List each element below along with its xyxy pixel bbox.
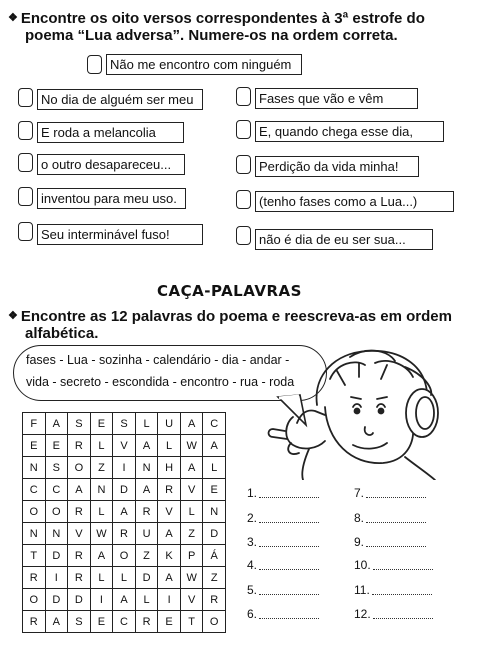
grid-cell[interactable]: V bbox=[68, 523, 91, 545]
grid-cell[interactable]: F bbox=[23, 413, 46, 435]
grid-cell[interactable]: R bbox=[68, 435, 91, 457]
grid-cell[interactable]: D bbox=[46, 589, 69, 611]
verse-right-1: Fases que vão e vêm bbox=[255, 88, 418, 109]
grid-cell[interactable]: C bbox=[113, 611, 136, 633]
grid-cell[interactable]: D bbox=[68, 589, 91, 611]
answer-number: 12. bbox=[354, 607, 371, 621]
grid-cell[interactable]: O bbox=[23, 501, 46, 523]
question-1 bbox=[8, 10, 425, 44]
verse-checkbox-left-5[interactable] bbox=[18, 222, 33, 241]
question-2 bbox=[8, 308, 452, 342]
grid-cell[interactable]: O bbox=[23, 589, 46, 611]
verse-left-1: No dia de alguém ser meu bbox=[37, 89, 203, 110]
grid-cell[interactable]: L bbox=[136, 589, 159, 611]
grid-cell[interactable]: A bbox=[113, 501, 136, 523]
answer-line[interactable] bbox=[247, 583, 319, 597]
section-title: CAÇA-PALAVRAS bbox=[157, 282, 302, 300]
grid-cell[interactable]: W bbox=[181, 435, 204, 457]
answer-number: 1. bbox=[247, 486, 258, 500]
grid-cell[interactable]: L bbox=[181, 501, 204, 523]
grid-cell[interactable]: O bbox=[203, 611, 226, 633]
verse-checkbox-right-1[interactable] bbox=[236, 87, 251, 106]
grid-cell[interactable]: N bbox=[91, 479, 114, 501]
verse-checkbox-left-2[interactable] bbox=[18, 121, 33, 140]
grid-cell[interactable]: U bbox=[158, 413, 181, 435]
question-1-text: Encontre os oito versos correspondentes à 3ª estrofe do bbox=[20, 10, 425, 27]
grid-cell[interactable]: I bbox=[158, 589, 181, 611]
grid-cell[interactable]: L bbox=[113, 567, 136, 589]
grid-cell[interactable]: N bbox=[23, 523, 46, 545]
grid-cell[interactable]: R bbox=[136, 501, 159, 523]
grid-cell[interactable]: S bbox=[68, 611, 91, 633]
answer-line[interactable] bbox=[354, 607, 433, 621]
grid-cell[interactable]: R bbox=[68, 567, 91, 589]
verse-checkbox-right-3[interactable] bbox=[236, 155, 251, 174]
grid-cell[interactable]: A bbox=[181, 457, 204, 479]
grid-cell[interactable]: Z bbox=[181, 523, 204, 545]
grid-cell[interactable]: L bbox=[91, 567, 114, 589]
grid-cell[interactable]: R bbox=[68, 501, 91, 523]
grid-cell[interactable]: K bbox=[158, 545, 181, 567]
grid-cell[interactable]: C bbox=[46, 479, 69, 501]
grid-cell[interactable]: P bbox=[181, 545, 204, 567]
grid-cell[interactable]: Z bbox=[91, 457, 114, 479]
grid-cell[interactable]: A bbox=[136, 479, 159, 501]
grid-cell[interactable]: O bbox=[68, 457, 91, 479]
verse-right-4: (tenho fases como a Lua...) bbox=[255, 191, 454, 212]
grid-cell[interactable]: A bbox=[158, 567, 181, 589]
verse-right-2: E, quando chega esse dia, bbox=[255, 121, 444, 142]
answer-blank[interactable] bbox=[259, 497, 319, 498]
grid-cell[interactable]: A bbox=[181, 413, 204, 435]
word-search-grid bbox=[22, 412, 226, 633]
grid-cell[interactable]: Z bbox=[203, 567, 226, 589]
grid-cell[interactable]: V bbox=[181, 479, 204, 501]
grid-cell[interactable]: A bbox=[136, 435, 159, 457]
grid-cell[interactable]: S bbox=[46, 457, 69, 479]
grid-cell[interactable]: A bbox=[46, 611, 69, 633]
verse-checkbox-top[interactable] bbox=[87, 55, 102, 74]
grid-cell[interactable]: E bbox=[158, 611, 181, 633]
verse-right-5: não é dia de eu ser sua... bbox=[255, 229, 433, 250]
answer-line[interactable] bbox=[354, 486, 426, 500]
grid-cell[interactable]: R bbox=[23, 611, 46, 633]
answer-line[interactable] bbox=[247, 535, 319, 549]
answer-blank[interactable] bbox=[259, 522, 319, 523]
answer-blank[interactable] bbox=[373, 569, 433, 570]
answer-blank[interactable] bbox=[373, 618, 433, 619]
grid-cell[interactable]: D bbox=[46, 545, 69, 567]
grid-cell[interactable]: L bbox=[203, 457, 226, 479]
answer-line[interactable] bbox=[247, 486, 319, 500]
grid-cell[interactable]: R bbox=[136, 611, 159, 633]
grid-cell[interactable]: A bbox=[158, 523, 181, 545]
grid-cell[interactable]: V bbox=[113, 435, 136, 457]
grid-cell[interactable]: Z bbox=[136, 545, 159, 567]
answer-blank[interactable] bbox=[259, 569, 319, 570]
verse-right-3: Perdição da vida minha! bbox=[255, 156, 419, 177]
verse-top: Não me encontro com ninguém bbox=[106, 54, 302, 75]
grid-cell[interactable]: C bbox=[23, 479, 46, 501]
grid-cell[interactable]: V bbox=[181, 589, 204, 611]
grid-cell[interactable]: E bbox=[203, 479, 226, 501]
question-2-line-1 bbox=[8, 308, 452, 325]
grid-cell[interactable]: E bbox=[46, 435, 69, 457]
answer-line[interactable] bbox=[354, 583, 432, 597]
grid-cell[interactable]: Á bbox=[203, 545, 226, 567]
answer-number: 6. bbox=[247, 607, 258, 621]
verse-checkbox-right-4[interactable] bbox=[236, 190, 251, 209]
verse-checkbox-right-2[interactable] bbox=[236, 120, 251, 139]
grid-cell[interactable]: H bbox=[158, 457, 181, 479]
grid-cell[interactable]: T bbox=[23, 545, 46, 567]
verse-checkbox-left-3[interactable] bbox=[18, 153, 33, 172]
answer-blank[interactable] bbox=[259, 594, 319, 595]
grid-cell[interactable]: T bbox=[181, 611, 204, 633]
answer-line[interactable] bbox=[247, 607, 319, 621]
grid-cell[interactable]: S bbox=[68, 413, 91, 435]
grid-cell[interactable]: V bbox=[158, 501, 181, 523]
grid-cell[interactable]: A bbox=[91, 545, 114, 567]
grid-cell[interactable]: R bbox=[23, 567, 46, 589]
grid-cell[interactable]: R bbox=[203, 589, 226, 611]
grid-cell[interactable]: W bbox=[181, 567, 204, 589]
answer-number: 10. bbox=[354, 558, 371, 572]
answer-number: 3. bbox=[247, 535, 258, 549]
question-2-text-2: alfabética. bbox=[25, 325, 99, 342]
answer-line[interactable] bbox=[354, 558, 433, 572]
grid-cell[interactable]: R bbox=[158, 479, 181, 501]
answer-number: 5. bbox=[247, 583, 258, 597]
answer-line[interactable] bbox=[247, 511, 319, 525]
answer-line[interactable] bbox=[354, 535, 426, 549]
grid-cell[interactable]: A bbox=[203, 435, 226, 457]
grid-cell[interactable]: O bbox=[113, 545, 136, 567]
answer-blank[interactable] bbox=[366, 522, 426, 523]
answer-line[interactable] bbox=[247, 558, 319, 572]
grid-cell[interactable]: L bbox=[136, 413, 159, 435]
grid-cell[interactable]: R bbox=[113, 523, 136, 545]
question-1-line-1 bbox=[8, 10, 425, 27]
answer-line[interactable] bbox=[354, 511, 426, 525]
cartoon-boy-illustration bbox=[255, 345, 480, 480]
answer-blank[interactable] bbox=[259, 618, 319, 619]
grid-cell[interactable]: R bbox=[68, 545, 91, 567]
question-1-text-2: poema “Lua adversa”. Numere-os na ordem correta. bbox=[25, 27, 398, 44]
word-list-line-2: vida - secreto - escondida - encontro - rua - roda bbox=[26, 375, 295, 389]
grid-cell[interactable]: E bbox=[91, 611, 114, 633]
answer-blank[interactable] bbox=[366, 497, 426, 498]
grid-cell[interactable]: D bbox=[113, 479, 136, 501]
verse-checkbox-right-5[interactable] bbox=[236, 226, 251, 245]
grid-cell[interactable]: N bbox=[203, 501, 226, 523]
answer-number: 2. bbox=[247, 511, 258, 525]
verse-left-5: Seu interminável fuso! bbox=[37, 224, 203, 245]
verse-checkbox-left-1[interactable] bbox=[18, 88, 33, 107]
verse-left-2: E roda a melancolia bbox=[37, 122, 184, 143]
answer-number: 7. bbox=[354, 486, 365, 500]
grid-cell[interactable]: N bbox=[136, 457, 159, 479]
verse-left-3: o outro desapareceu... bbox=[37, 154, 185, 175]
grid-cell[interactable]: W bbox=[91, 523, 114, 545]
diamond-bullet-icon: ❖ bbox=[8, 12, 18, 24]
grid-cell[interactable]: L bbox=[91, 435, 114, 457]
grid-cell[interactable]: L bbox=[91, 501, 114, 523]
grid-cell[interactable]: N bbox=[46, 523, 69, 545]
grid-cell[interactable]: E bbox=[23, 435, 46, 457]
answer-number: 9. bbox=[354, 535, 365, 549]
grid-cell[interactable]: D bbox=[136, 567, 159, 589]
grid-cell[interactable]: S bbox=[113, 413, 136, 435]
answer-number: 4. bbox=[247, 558, 258, 572]
grid-cell[interactable]: I bbox=[113, 457, 136, 479]
grid-cell[interactable]: L bbox=[158, 435, 181, 457]
verse-checkbox-left-4[interactable] bbox=[18, 187, 33, 206]
grid-cell[interactable]: A bbox=[46, 413, 69, 435]
grid-cell[interactable]: A bbox=[113, 589, 136, 611]
grid-cell[interactable]: I bbox=[91, 589, 114, 611]
grid-cell[interactable]: A bbox=[68, 479, 91, 501]
grid-cell[interactable]: N bbox=[23, 457, 46, 479]
word-list-line-1: fases - Lua - sozinha - calendário - dia - andar - bbox=[26, 353, 290, 367]
grid-cell[interactable]: U bbox=[136, 523, 159, 545]
grid-cell[interactable]: E bbox=[91, 413, 114, 435]
answer-blank[interactable] bbox=[366, 546, 426, 547]
verse-left-4: inventou para meu uso. bbox=[37, 188, 186, 209]
answer-number: 11. bbox=[354, 583, 370, 597]
grid-cell[interactable]: I bbox=[46, 567, 69, 589]
grid-cell[interactable]: C bbox=[203, 413, 226, 435]
answer-blank[interactable] bbox=[259, 546, 319, 547]
diamond-bullet-icon: ❖ bbox=[8, 310, 18, 322]
grid-cell[interactable]: D bbox=[203, 523, 226, 545]
grid-cell[interactable]: O bbox=[46, 501, 69, 523]
answer-blank[interactable] bbox=[372, 594, 432, 595]
answer-number: 8. bbox=[354, 511, 365, 525]
question-2-text: Encontre as 12 palavras do poema e reescreva-as em ordem bbox=[20, 308, 452, 325]
